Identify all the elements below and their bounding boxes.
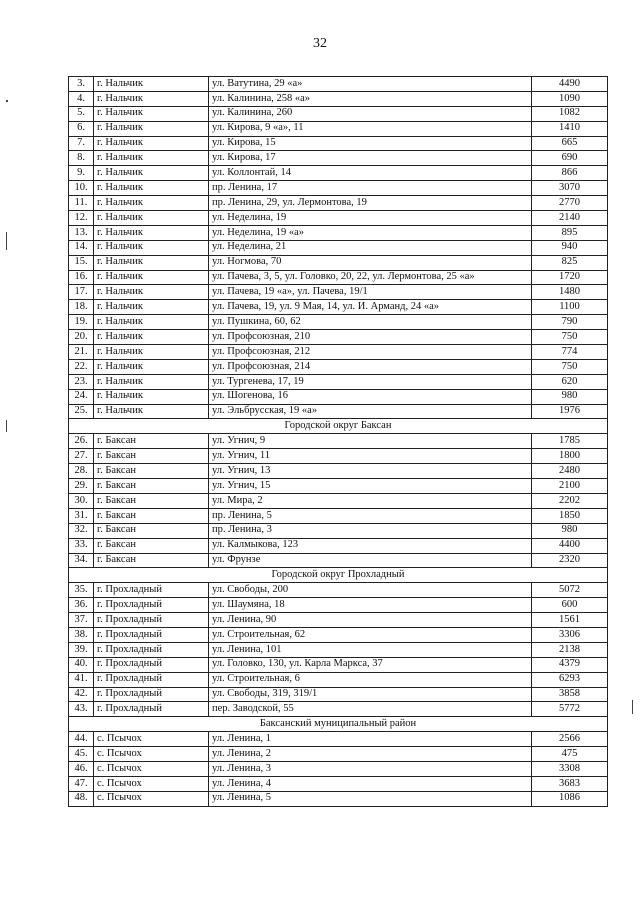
address-cell: ул. Свободы, 200	[209, 583, 532, 598]
city-cell: г. Прохладный	[94, 642, 209, 657]
city-cell: г. Нальчик	[94, 285, 209, 300]
address-cell: ул. Профсоюзная, 214	[209, 359, 532, 374]
table-row	[69, 315, 608, 330]
city-cell: г. Нальчик	[94, 330, 209, 345]
address-cell: ул. Тургенева, 17, 19	[209, 374, 532, 389]
address-cell: ул. Угнич, 15	[209, 479, 532, 494]
table-row	[69, 434, 608, 449]
table-row	[69, 523, 608, 538]
address-cell: ул. Шаумяна, 18	[209, 598, 532, 613]
address-cell: ул. Головко, 130, ул. Карла Маркса, 37	[209, 657, 532, 672]
value-cell: 3308	[532, 761, 608, 776]
value-cell: 475	[532, 747, 608, 762]
table-row	[69, 732, 608, 747]
address-cell: ул. Строительная, 62	[209, 627, 532, 642]
city-cell: г. Нальчик	[94, 106, 209, 121]
row-number: 13.	[69, 225, 94, 240]
address-cell: ул. Кирова, 17	[209, 151, 532, 166]
section-title: Городской округ Прохладный	[69, 568, 608, 583]
value-cell: 866	[532, 166, 608, 181]
row-number: 4.	[69, 91, 94, 106]
row-number: 47.	[69, 776, 94, 791]
table-row	[69, 77, 608, 92]
table-row	[69, 598, 608, 613]
row-number: 24.	[69, 389, 94, 404]
address-cell: ул. Ленина, 4	[209, 776, 532, 791]
table-row	[69, 181, 608, 196]
table-row	[69, 791, 608, 806]
table-row	[69, 776, 608, 791]
table-row	[69, 583, 608, 598]
address-cell: ул. Калинина, 258 «а»	[209, 91, 532, 106]
address-cell: ул. Свободы, 319, 319/1	[209, 687, 532, 702]
city-cell: г. Нальчик	[94, 404, 209, 419]
value-cell: 1976	[532, 404, 608, 419]
city-cell: г. Баксан	[94, 538, 209, 553]
scan-mark	[6, 100, 8, 102]
value-cell: 665	[532, 136, 608, 151]
city-cell: г. Прохладный	[94, 627, 209, 642]
row-number: 8.	[69, 151, 94, 166]
table-row	[69, 300, 608, 315]
address-cell: ул. Профсоюзная, 212	[209, 345, 532, 360]
table-row	[69, 404, 608, 419]
value-cell: 1090	[532, 91, 608, 106]
row-number: 35.	[69, 583, 94, 598]
row-number: 37.	[69, 613, 94, 628]
table-row	[69, 240, 608, 255]
table-row	[69, 553, 608, 568]
address-cell: ул. Шогенова, 16	[209, 389, 532, 404]
table-row	[69, 151, 608, 166]
city-cell: г. Прохладный	[94, 583, 209, 598]
section-title: Городской округ Баксан	[69, 419, 608, 434]
address-cell: ул. Профсоюзная, 210	[209, 330, 532, 345]
address-cell: ул. Ногмова, 70	[209, 255, 532, 270]
row-number: 33.	[69, 538, 94, 553]
address-cell: ул. Кирова, 15	[209, 136, 532, 151]
row-number: 45.	[69, 747, 94, 762]
table-row	[69, 255, 608, 270]
value-cell: 620	[532, 374, 608, 389]
address-cell: ул. Строительная, 6	[209, 672, 532, 687]
address-cell: ул. Калмыкова, 123	[209, 538, 532, 553]
city-cell: г. Нальчик	[94, 136, 209, 151]
section-row	[69, 419, 608, 434]
address-cell: ул. Пачева, 19, ул. 9 Мая, 14, ул. И. Арманд, 24 «а»	[209, 300, 532, 315]
address-cell: ул. Ленина, 2	[209, 747, 532, 762]
table-row	[69, 747, 608, 762]
row-number: 21.	[69, 345, 94, 360]
table-row	[69, 672, 608, 687]
address-cell: ул. Пачева, 3, 5, ул. Головко, 20, 22, ул. Лермонтова, 25 «а»	[209, 270, 532, 285]
row-number: 42.	[69, 687, 94, 702]
address-cell: ул. Кирова, 9 «а», 11	[209, 121, 532, 136]
value-cell: 3070	[532, 181, 608, 196]
value-cell: 1800	[532, 449, 608, 464]
city-cell: г. Баксан	[94, 493, 209, 508]
value-cell: 1410	[532, 121, 608, 136]
value-cell: 940	[532, 240, 608, 255]
value-cell: 2140	[532, 211, 608, 226]
value-cell: 2202	[532, 493, 608, 508]
address-cell: ул. Пушкина, 60, 62	[209, 315, 532, 330]
page-number: 32	[313, 36, 327, 51]
scan-mark	[6, 232, 7, 250]
city-cell: г. Нальчик	[94, 211, 209, 226]
table-row	[69, 761, 608, 776]
row-number: 15.	[69, 255, 94, 270]
table-row	[69, 613, 608, 628]
row-number: 36.	[69, 598, 94, 613]
value-cell: 3306	[532, 627, 608, 642]
city-cell: г. Нальчик	[94, 151, 209, 166]
table-row	[69, 225, 608, 240]
table-row	[69, 464, 608, 479]
address-cell: ул. Калинина, 260	[209, 106, 532, 121]
address-cell: ул. Мира, 2	[209, 493, 532, 508]
city-cell: г. Нальчик	[94, 374, 209, 389]
city-cell: с. Псычох	[94, 732, 209, 747]
value-cell: 4490	[532, 77, 608, 92]
value-cell: 750	[532, 359, 608, 374]
section-row	[69, 717, 608, 732]
table-row	[69, 91, 608, 106]
value-cell: 1082	[532, 106, 608, 121]
table-row	[69, 702, 608, 717]
table-row	[69, 211, 608, 226]
value-cell: 4400	[532, 538, 608, 553]
row-number: 9.	[69, 166, 94, 181]
value-cell: 750	[532, 330, 608, 345]
city-cell: г. Нальчик	[94, 225, 209, 240]
row-number: 34.	[69, 553, 94, 568]
city-cell: с. Псычох	[94, 747, 209, 762]
row-number: 6.	[69, 121, 94, 136]
value-cell: 1850	[532, 508, 608, 523]
city-cell: г. Нальчик	[94, 389, 209, 404]
value-cell: 980	[532, 523, 608, 538]
value-cell: 5072	[532, 583, 608, 598]
city-cell: г. Прохладный	[94, 598, 209, 613]
table-row	[69, 121, 608, 136]
address-cell: ул. Неделина, 19	[209, 211, 532, 226]
table-row	[69, 196, 608, 211]
row-number: 18.	[69, 300, 94, 315]
row-number: 16.	[69, 270, 94, 285]
city-cell: с. Псычох	[94, 761, 209, 776]
table-row	[69, 345, 608, 360]
value-cell: 1100	[532, 300, 608, 315]
value-cell: 1720	[532, 270, 608, 285]
address-cell: пр. Ленина, 3	[209, 523, 532, 538]
table-row	[69, 508, 608, 523]
value-cell: 895	[532, 225, 608, 240]
city-cell: г. Прохладный	[94, 672, 209, 687]
value-cell: 774	[532, 345, 608, 360]
city-cell: г. Нальчик	[94, 77, 209, 92]
row-number: 46.	[69, 761, 94, 776]
address-cell: ул. Угнич, 13	[209, 464, 532, 479]
table-row	[69, 538, 608, 553]
row-number: 5.	[69, 106, 94, 121]
row-number: 12.	[69, 211, 94, 226]
row-number: 32.	[69, 523, 94, 538]
city-cell: г. Баксан	[94, 508, 209, 523]
table-row	[69, 136, 608, 151]
city-cell: г. Нальчик	[94, 255, 209, 270]
city-cell: г. Баксан	[94, 449, 209, 464]
value-cell: 1785	[532, 434, 608, 449]
address-cell: пр. Ленина, 17	[209, 181, 532, 196]
table-row	[69, 330, 608, 345]
row-number: 17.	[69, 285, 94, 300]
table-row	[69, 627, 608, 642]
city-cell: г. Нальчик	[94, 270, 209, 285]
table-row	[69, 657, 608, 672]
address-cell: ул. Коллонтай, 14	[209, 166, 532, 181]
address-table	[68, 76, 608, 807]
address-cell: ул. Угнич, 9	[209, 434, 532, 449]
table-row	[69, 285, 608, 300]
value-cell: 2480	[532, 464, 608, 479]
row-number: 3.	[69, 77, 94, 92]
table-row	[69, 493, 608, 508]
value-cell: 2138	[532, 642, 608, 657]
row-number: 39.	[69, 642, 94, 657]
scan-mark	[6, 420, 7, 432]
table-row	[69, 389, 608, 404]
address-cell: ул. Угнич, 11	[209, 449, 532, 464]
value-cell: 6293	[532, 672, 608, 687]
value-cell: 2320	[532, 553, 608, 568]
address-cell: ул. Пачева, 19 «а», ул. Пачева, 19/1	[209, 285, 532, 300]
row-number: 28.	[69, 464, 94, 479]
value-cell: 1480	[532, 285, 608, 300]
city-cell: г. Баксан	[94, 464, 209, 479]
row-number: 11.	[69, 196, 94, 211]
address-cell: ул. Ленина, 3	[209, 761, 532, 776]
city-cell: г. Баксан	[94, 434, 209, 449]
address-cell: ул. Ленина, 5	[209, 791, 532, 806]
value-cell: 4379	[532, 657, 608, 672]
value-cell: 825	[532, 255, 608, 270]
address-cell: ул. Ленина, 101	[209, 642, 532, 657]
row-number: 23.	[69, 374, 94, 389]
address-cell: ул. Ленина, 1	[209, 732, 532, 747]
city-cell: г. Нальчик	[94, 359, 209, 374]
row-number: 31.	[69, 508, 94, 523]
table-row	[69, 479, 608, 494]
row-number: 27.	[69, 449, 94, 464]
city-cell: г. Прохладный	[94, 613, 209, 628]
address-cell: ул. Ленина, 90	[209, 613, 532, 628]
address-cell: ул. Ватутина, 29 «а»	[209, 77, 532, 92]
table-row	[69, 166, 608, 181]
value-cell: 5772	[532, 702, 608, 717]
city-cell: г. Нальчик	[94, 181, 209, 196]
city-cell: г. Прохладный	[94, 702, 209, 717]
address-cell: пр. Ленина, 29, ул. Лермонтова, 19	[209, 196, 532, 211]
address-cell: пер. Заводской, 55	[209, 702, 532, 717]
value-cell: 2100	[532, 479, 608, 494]
value-cell: 3683	[532, 776, 608, 791]
row-number: 38.	[69, 627, 94, 642]
table-row	[69, 374, 608, 389]
city-cell: г. Прохладный	[94, 687, 209, 702]
row-number: 10.	[69, 181, 94, 196]
table-row	[69, 106, 608, 121]
value-cell: 1086	[532, 791, 608, 806]
city-cell: г. Прохладный	[94, 657, 209, 672]
city-cell: г. Баксан	[94, 553, 209, 568]
city-cell: г. Нальчик	[94, 196, 209, 211]
row-number: 40.	[69, 657, 94, 672]
address-cell: пр. Ленина, 5	[209, 508, 532, 523]
value-cell: 1561	[532, 613, 608, 628]
row-number: 44.	[69, 732, 94, 747]
value-cell: 600	[532, 598, 608, 613]
value-cell: 2566	[532, 732, 608, 747]
table-row	[69, 270, 608, 285]
address-cell: ул. Неделина, 21	[209, 240, 532, 255]
table-row	[69, 642, 608, 657]
row-number: 29.	[69, 479, 94, 494]
row-number: 20.	[69, 330, 94, 345]
city-cell: г. Нальчик	[94, 121, 209, 136]
city-cell: г. Нальчик	[94, 240, 209, 255]
city-cell: г. Нальчик	[94, 166, 209, 181]
table-row	[69, 687, 608, 702]
row-number: 19.	[69, 315, 94, 330]
city-cell: с. Псычох	[94, 791, 209, 806]
row-number: 41.	[69, 672, 94, 687]
section-title: Баксанский муниципальный район	[69, 717, 608, 732]
table-row	[69, 359, 608, 374]
value-cell: 980	[532, 389, 608, 404]
city-cell: г. Баксан	[94, 479, 209, 494]
row-number: 7.	[69, 136, 94, 151]
table-body	[69, 77, 608, 807]
row-number: 14.	[69, 240, 94, 255]
row-number: 30.	[69, 493, 94, 508]
row-number: 22.	[69, 359, 94, 374]
row-number: 43.	[69, 702, 94, 717]
address-cell: ул. Фрунзе	[209, 553, 532, 568]
city-cell: г. Баксан	[94, 523, 209, 538]
value-cell: 790	[532, 315, 608, 330]
scan-mark	[632, 700, 633, 714]
row-number: 25.	[69, 404, 94, 419]
city-cell: с. Псычох	[94, 776, 209, 791]
value-cell: 690	[532, 151, 608, 166]
value-cell: 2770	[532, 196, 608, 211]
city-cell: г. Нальчик	[94, 91, 209, 106]
city-cell: г. Нальчик	[94, 315, 209, 330]
city-cell: г. Нальчик	[94, 345, 209, 360]
row-number: 26.	[69, 434, 94, 449]
city-cell: г. Нальчик	[94, 300, 209, 315]
table-row	[69, 449, 608, 464]
address-cell: ул. Неделина, 19 «а»	[209, 225, 532, 240]
row-number: 48.	[69, 791, 94, 806]
address-cell: ул. Эльбрусская, 19 «а»	[209, 404, 532, 419]
section-row	[69, 568, 608, 583]
value-cell: 3858	[532, 687, 608, 702]
